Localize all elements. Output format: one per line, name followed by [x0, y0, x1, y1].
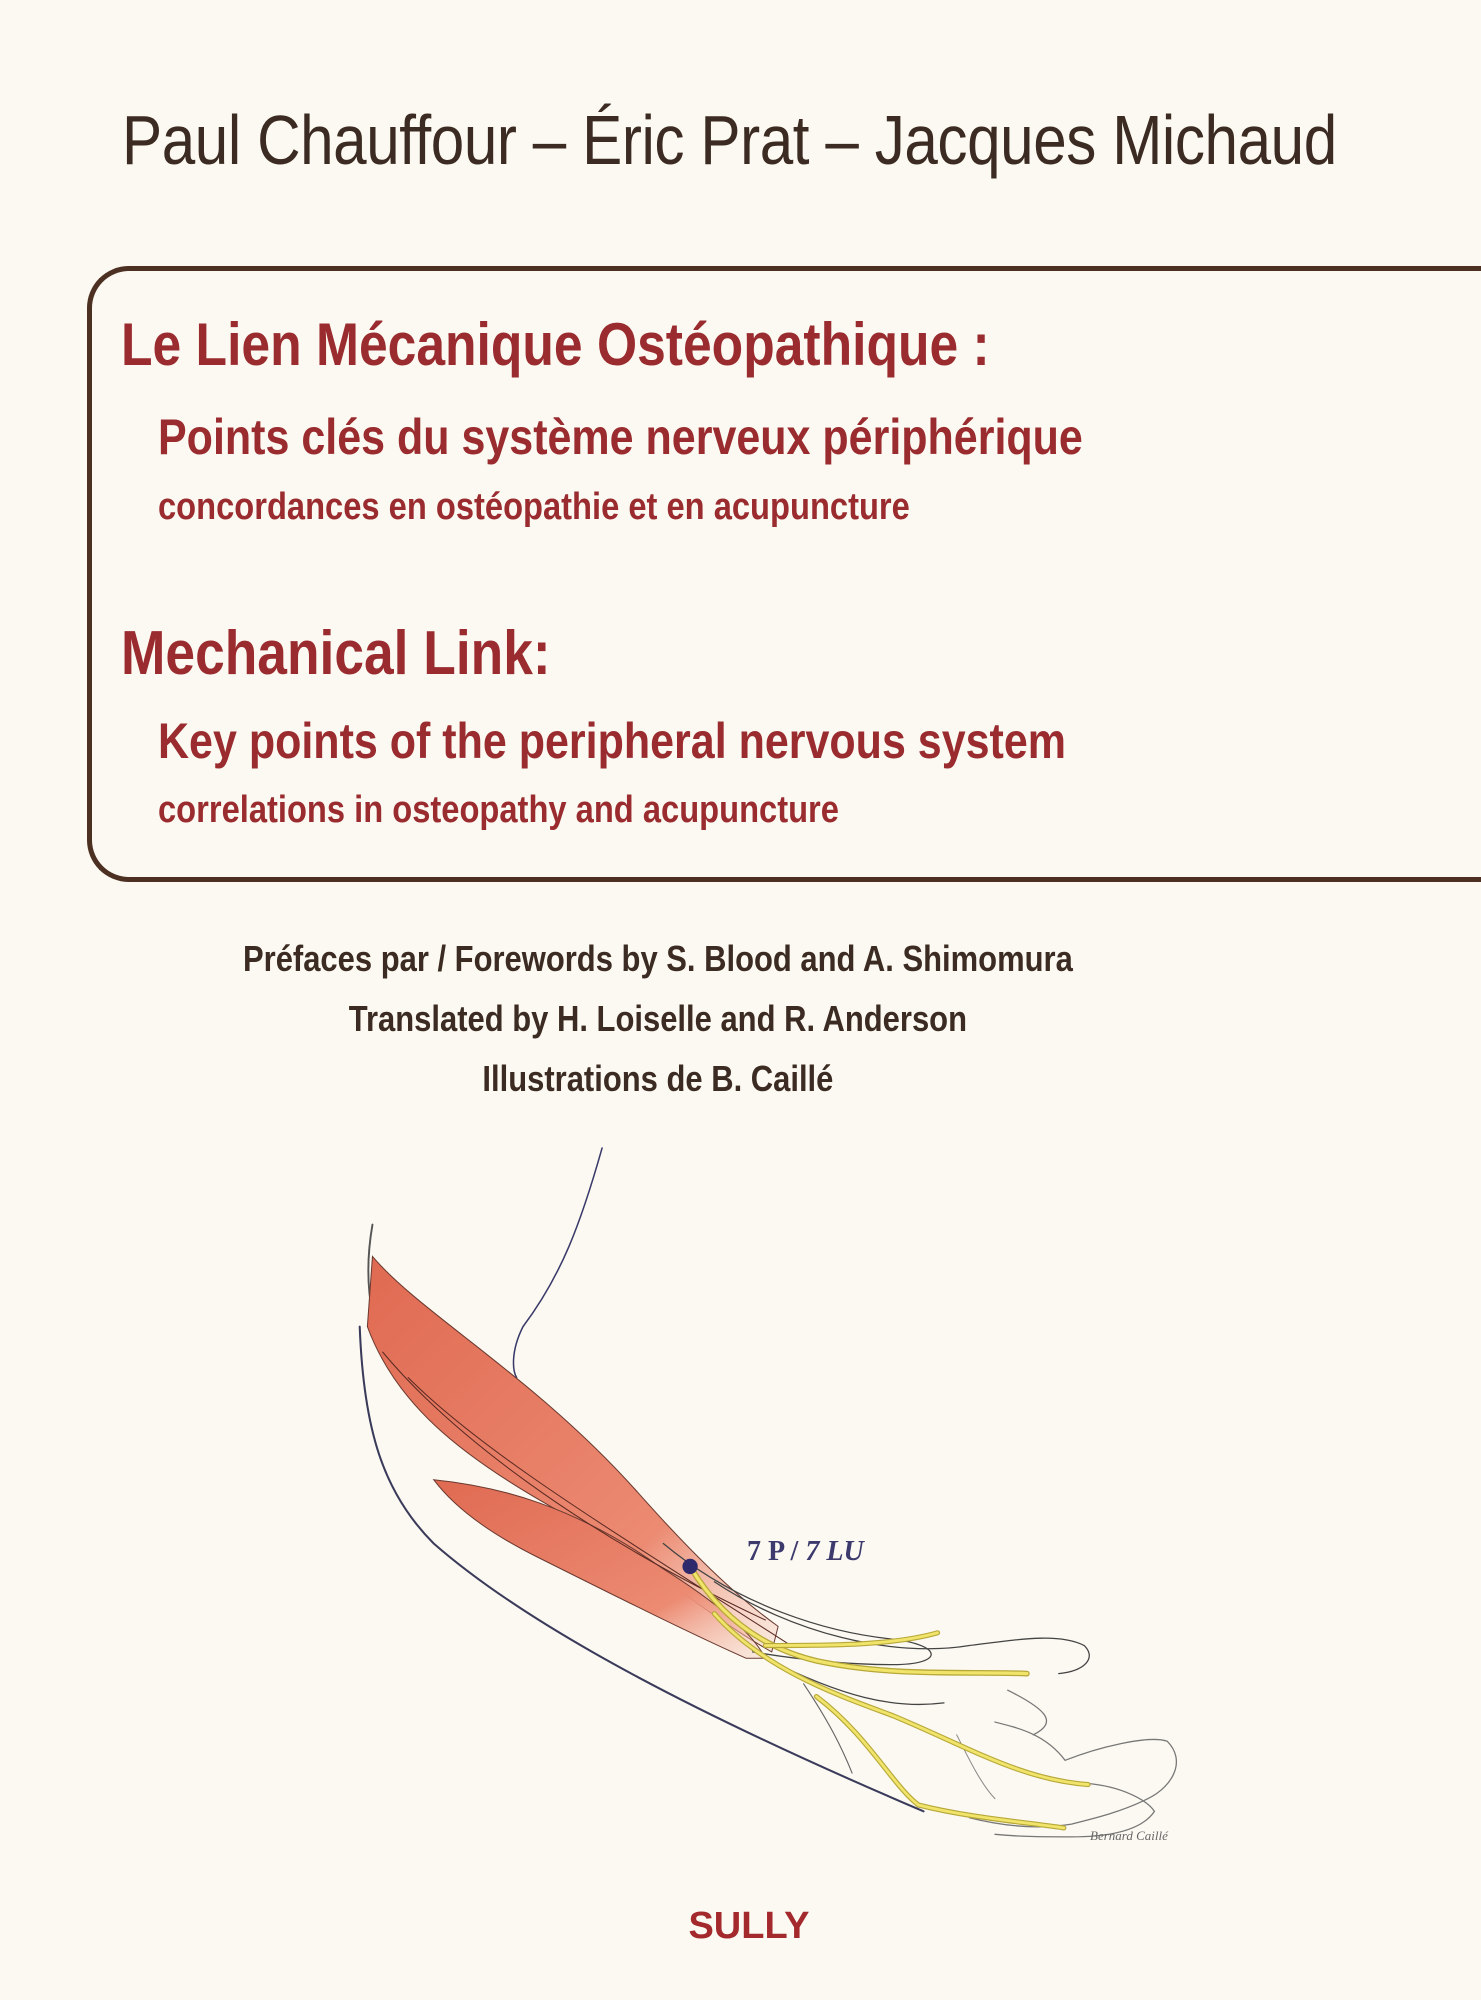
- subtitle-en: Key points of the peripheral nervous system: [158, 713, 1067, 769]
- subtitle-fr: Points clés du système nerveux périphérique: [158, 409, 1083, 465]
- authors: Paul Chauffour – Éric Prat – Jacques Michaud: [122, 101, 1337, 179]
- tagline-fr: concordances en ostéopathie et en acupuncture: [158, 486, 910, 528]
- credit-translators: Translated by H. Loiselle and R. Anderson: [348, 998, 967, 1039]
- credit-illustrator: Illustrations de B. Caillé: [482, 1058, 834, 1099]
- tagline-en: correlations in osteopathy and acupuncture: [158, 789, 839, 831]
- acupuncture-point-marker: [682, 1559, 697, 1574]
- point-label-fr: 7 P /: [747, 1536, 799, 1567]
- publisher-logo: SULLY: [688, 1905, 810, 1947]
- title-en: Mechanical Link:: [121, 619, 551, 688]
- illustrator-signature: Bernard Caillé: [1090, 1828, 1168, 1843]
- point-label-en: 7 LU: [805, 1536, 864, 1567]
- muscle-1: [367, 1256, 778, 1651]
- title-fr: Le Lien Mécanique Ostéopathique :: [121, 311, 990, 378]
- nerve-line-upper: [514, 1148, 603, 1378]
- acupuncture-point-label: [747, 1536, 864, 1568]
- credit-forewords: Préfaces par / Forewords by S. Blood and A. Shimomura: [242, 938, 1073, 979]
- nerve-4: [816, 1697, 1063, 1828]
